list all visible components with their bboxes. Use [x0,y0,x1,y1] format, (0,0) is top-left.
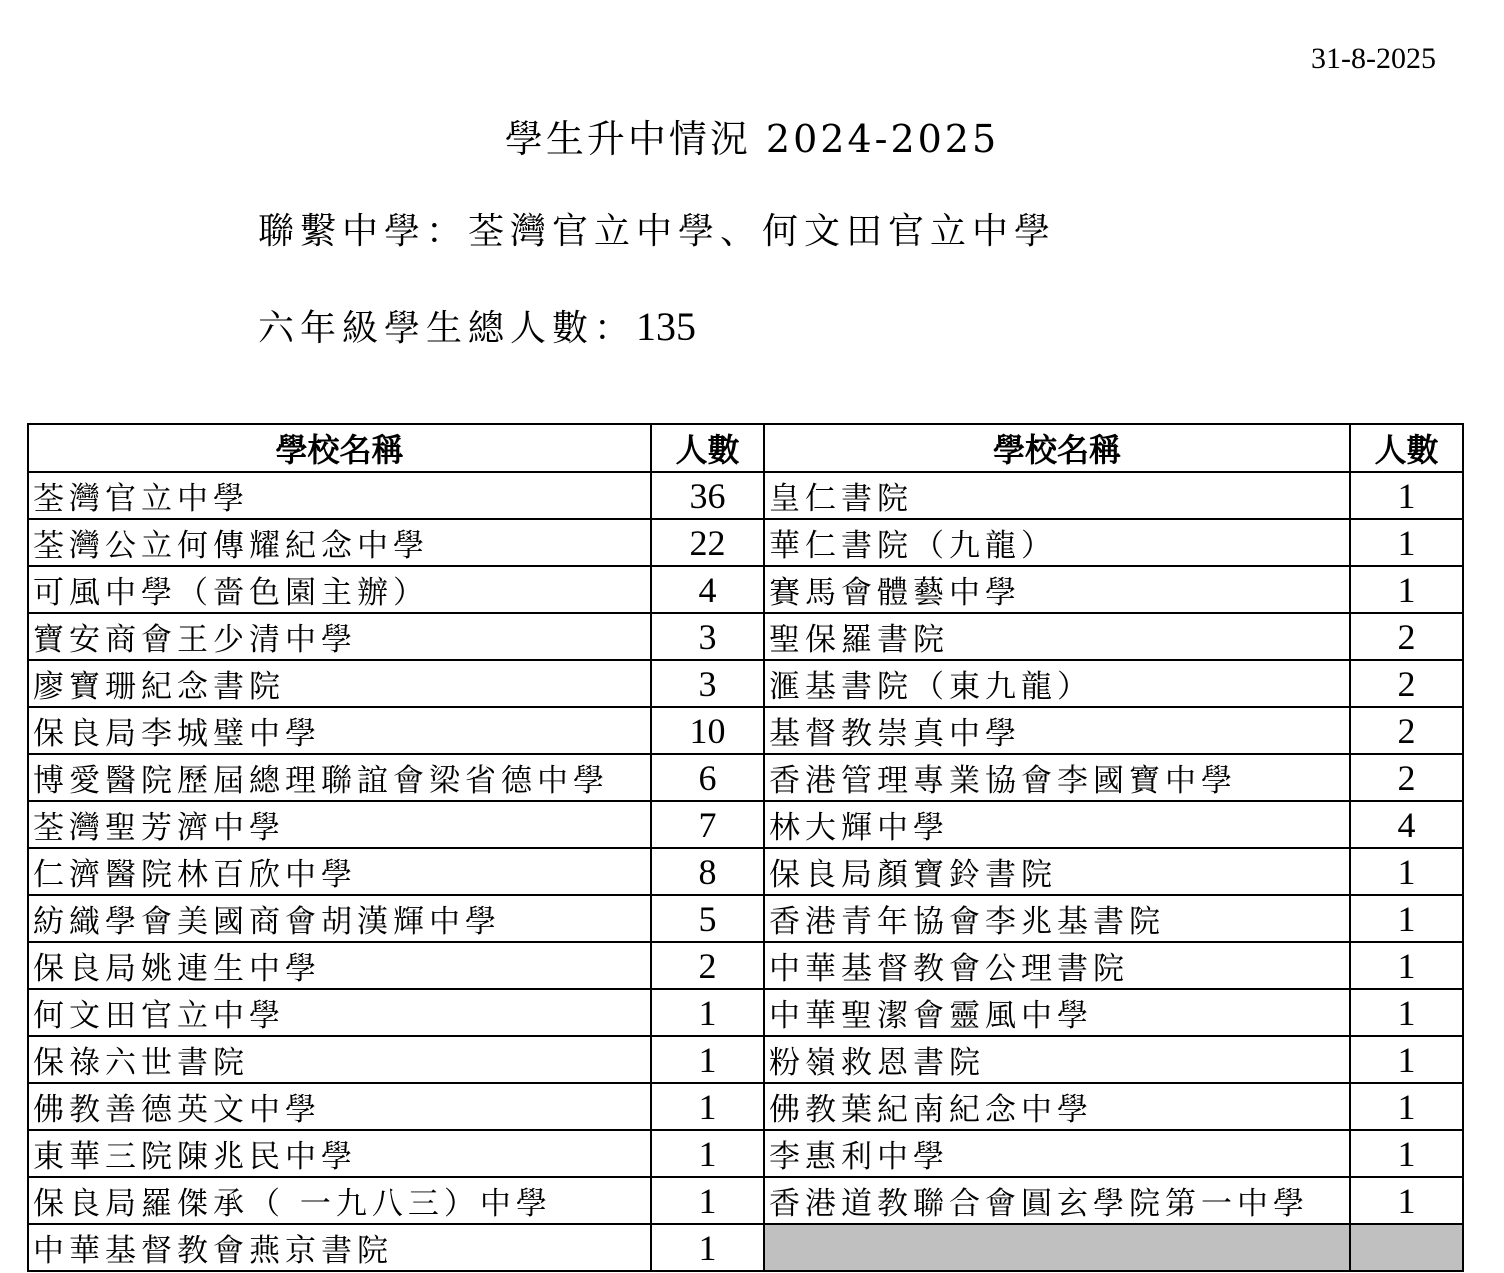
table-row [28,707,1463,754]
page-title: 學生升中情況 2024-2025 [504,117,1000,161]
student-count: 1 [1350,519,1463,566]
student-count: 1 [1350,1130,1463,1177]
student-count: 1 [1350,1083,1463,1130]
student-count: 1 [651,1130,764,1177]
school-name: 東華三院陳兆民中學 [28,1130,651,1177]
school-name: 滙基書院（東九龍） [764,660,1350,707]
table-row [28,613,1463,660]
school-name: 中華基督教會燕京書院 [28,1224,651,1271]
student-count: 1 [1350,989,1463,1036]
header-school-name-left: 學校名稱 [28,424,651,472]
school-name: 荃灣聖芳濟中學 [28,801,651,848]
student-count: 36 [651,472,764,519]
table-row [28,848,1463,895]
header-school-name-right: 學校名稱 [764,424,1350,472]
school-name: 何文田官立中學 [28,989,651,1036]
table-row [28,566,1463,613]
table-row [28,989,1463,1036]
table-row [28,801,1463,848]
student-count: 1 [1350,566,1463,613]
student-count: 1 [1350,848,1463,895]
table-row [28,895,1463,942]
student-count: 1 [1350,942,1463,989]
student-count: 1 [1350,1177,1463,1224]
school-name: 保良局李城璧中學 [28,707,651,754]
school-name: 基督教崇真中學 [764,707,1350,754]
school-name: 皇仁書院 [764,472,1350,519]
school-name: 保良局顏寶鈴書院 [764,848,1350,895]
student-count: 5 [651,895,764,942]
student-count: 3 [651,660,764,707]
school-name: 紡織學會美國商會胡漢輝中學 [28,895,651,942]
school-name: 保良局姚連生中學 [28,942,651,989]
school-name: 華仁書院（九龍） [764,519,1350,566]
student-count: 1 [651,1036,764,1083]
student-count: 8 [651,848,764,895]
table-row [28,1083,1463,1130]
school-name: 廖寶珊紀念書院 [28,660,651,707]
school-name: 李惠利中學 [764,1130,1350,1177]
student-count: 4 [651,566,764,613]
table-row [28,1130,1463,1177]
school-name: 佛教葉紀南紀念中學 [764,1083,1350,1130]
student-count: 2 [1350,613,1463,660]
school-name: 粉嶺救恩書院 [764,1036,1350,1083]
student-count: 1 [1350,895,1463,942]
school-name: 香港道教聯合會圓玄學院第一中學 [764,1177,1350,1224]
student-count: 2 [1350,707,1463,754]
empty-cell [1350,1224,1463,1271]
student-count: 1 [1350,1036,1463,1083]
school-name: 仁濟醫院林百欣中學 [28,848,651,895]
school-name: 中華基督教會公理書院 [764,942,1350,989]
school-name: 荃灣官立中學 [28,472,651,519]
table-row [28,1036,1463,1083]
student-count: 2 [1350,754,1463,801]
school-name: 保良局羅傑承（ 一九八三）中學 [28,1177,651,1224]
student-count: 7 [651,801,764,848]
schools-table [27,423,1464,1272]
student-count: 2 [651,942,764,989]
school-name: 香港青年協會李兆基書院 [764,895,1350,942]
student-count: 6 [651,754,764,801]
student-count: 10 [651,707,764,754]
school-name: 荃灣公立何傳耀紀念中學 [28,519,651,566]
report-date: 31-8-2025 [1311,42,1436,75]
student-count: 22 [651,519,764,566]
header-count-left: 人數 [651,424,764,472]
student-count: 1 [1350,472,1463,519]
table-row [28,942,1463,989]
student-count: 4 [1350,801,1463,848]
table-row [28,472,1463,519]
header-count-right: 人數 [1350,424,1463,472]
school-name: 賽馬會體藝中學 [764,566,1350,613]
school-name: 博愛醫院歷屆總理聯誼會梁省德中學 [28,754,651,801]
school-name: 佛教善德英文中學 [28,1083,651,1130]
school-name: 中華聖潔會靈風中學 [764,989,1350,1036]
table-row [28,660,1463,707]
table-row [28,754,1463,801]
total-students [258,300,696,351]
student-count: 3 [651,613,764,660]
linked-schools: 聯繫中學：荃灣官立中學、何文田官立中學 [258,211,1057,252]
table-row [28,519,1463,566]
school-name: 香港管理專業協會李國寶中學 [764,754,1350,801]
student-count: 1 [651,989,764,1036]
school-name: 可風中學（嗇色園主辦） [28,566,651,613]
school-name: 寶安商會王少清中學 [28,613,651,660]
table-header-row [28,424,1463,472]
table-row [28,1177,1463,1224]
school-name: 保祿六世書院 [28,1036,651,1083]
total-label: 六年級學生總人數： [258,308,637,349]
school-name: 林大輝中學 [764,801,1350,848]
school-name: 聖保羅書院 [764,613,1350,660]
student-count: 1 [651,1083,764,1130]
total-value: 135 [636,304,697,349]
student-count: 2 [1350,660,1463,707]
empty-cell [764,1224,1350,1271]
student-count: 1 [651,1224,764,1271]
table-row [28,1224,1463,1271]
student-count: 1 [651,1177,764,1224]
